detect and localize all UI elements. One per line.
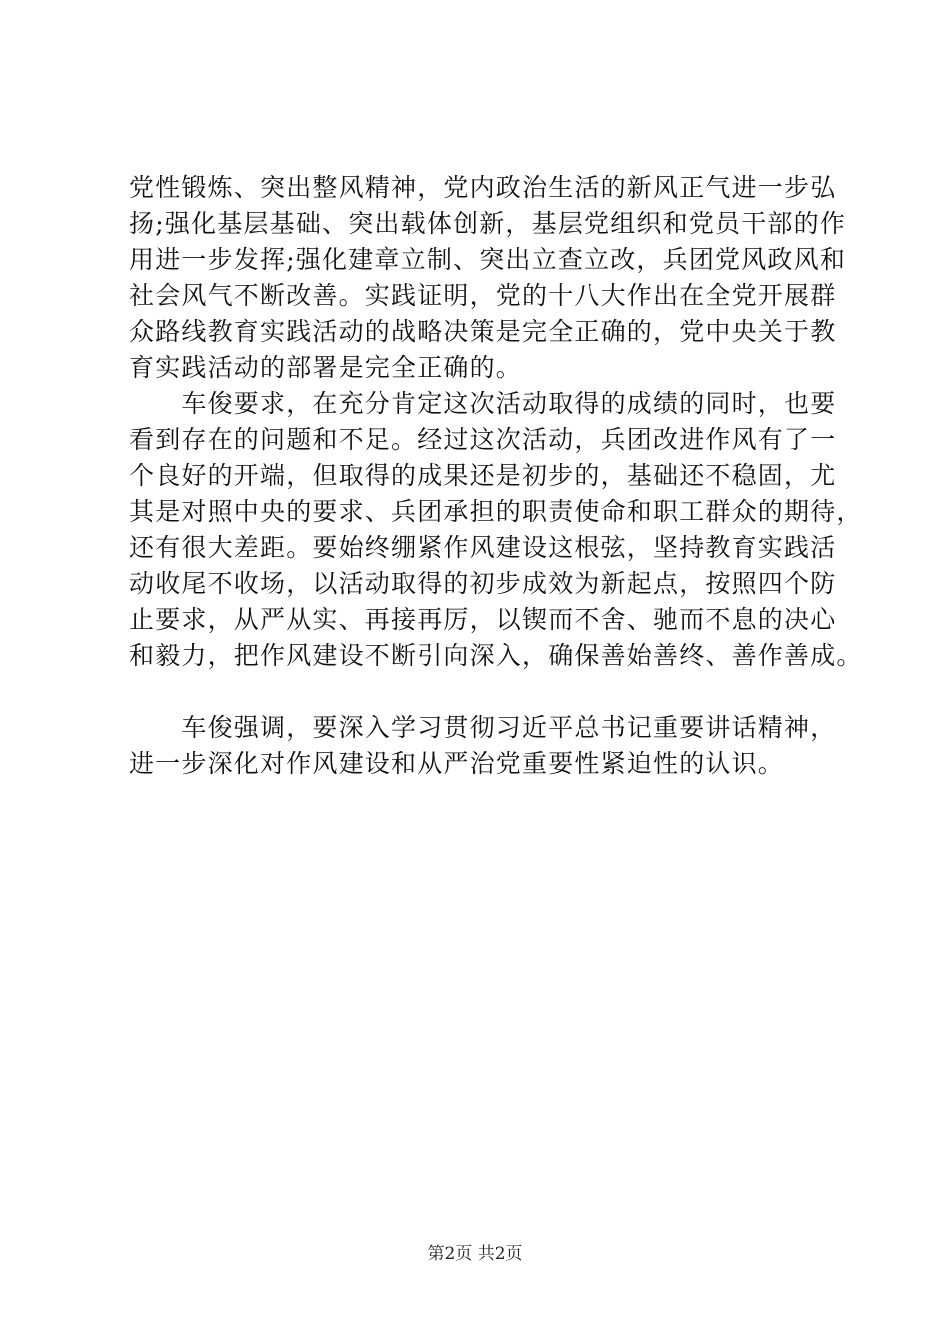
text-line: 育实践活动的部署是完全正确的。 (129, 353, 523, 382)
text-line: 党性锻炼、突出整风精神，党内政治生活的新风正气进一步弘 (129, 173, 837, 202)
text-line: 其是对照中央的要求、兵团承担的职责使命和职工群众的期待， (129, 497, 863, 526)
text-line: 用进一步发挥;强化建章立制、突出立查立改，兵团党风政风和 (129, 245, 847, 274)
paragraph-gap (129, 674, 849, 710)
text-line: 看到存在的问题和不足。经过这次活动，兵团改进作风有了一 (129, 425, 837, 454)
text-line: 个良好的开端，但取得的成果还是初步的，基础还不稳固，尤 (129, 461, 837, 490)
text-line: 还有很大差距。要始终绷紧作风建设这根弦，坚持教育实践活 (129, 533, 837, 562)
text-line: 社会风气不断改善。实践证明，党的十八大作出在全党开展群 (129, 281, 837, 310)
page-number-footer: 第2页 共2页 (427, 1244, 523, 1264)
text-line: 进一步深化对作风建设和从严治党重要性紧迫性的认识。 (129, 749, 785, 778)
text-line: 众路线教育实践活动的战略决策是完全正确的，党中央关于教 (129, 317, 837, 346)
text-line: 动收尾不收场，以活动取得的初步成效为新起点，按照四个防 (129, 569, 837, 598)
text-line: 止要求，从严从实、再接再厉，以锲而不舍、驰而不息的决心 (129, 605, 837, 634)
text-line: 和毅力，把作风建设不断引向深入，确保善始善终、善作善成。 (129, 641, 863, 670)
text-line: 车俊要求，在充分肯定这次活动取得的成绩的同时，也要 (129, 389, 837, 418)
text-line: 扬;强化基层基础、突出载体创新，基层党组织和党员干部的作 (129, 209, 847, 238)
body-text (129, 170, 863, 782)
text-line: 车俊强调，要深入学习贯彻习近平总书记重要讲话精神， (129, 713, 837, 742)
